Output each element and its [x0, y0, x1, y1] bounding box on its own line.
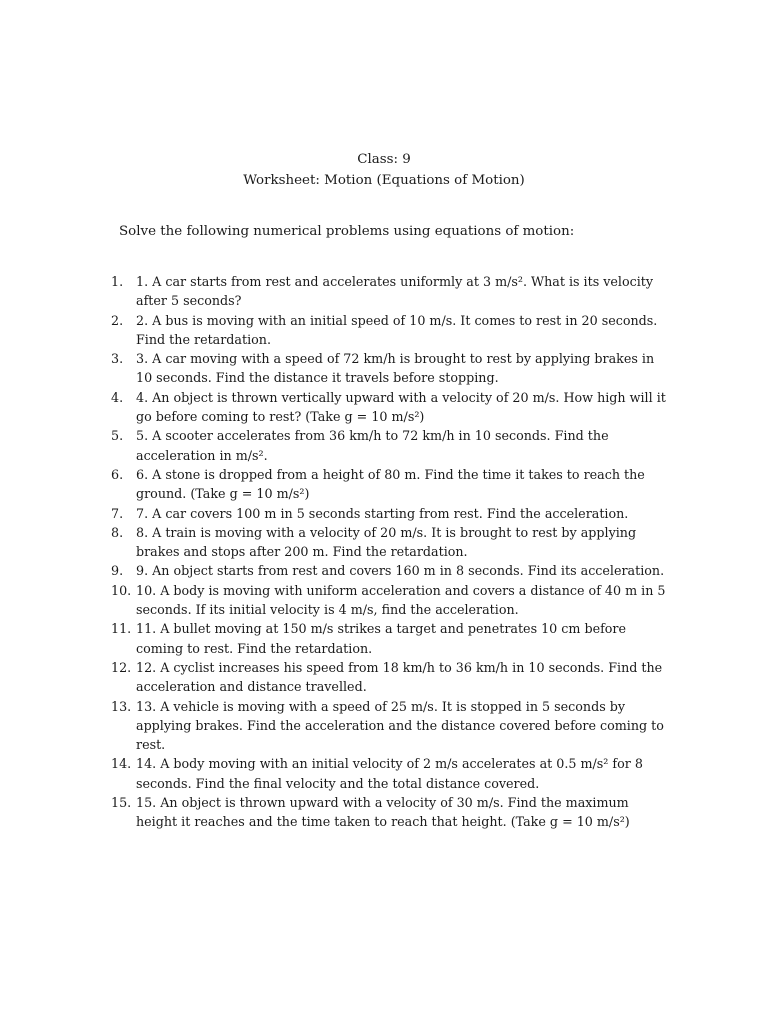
question-text: 11. A bullet moving at 150 m/s strikes a target and penetrates 10 cm before coming to rest. Find the retardation. — [136, 621, 626, 656]
question-text: 10. A body is moving with uniform acceleration and covers a distance of 40 m in 5 seconds. If its initial velocity is 4 m/s, find the acceleration. — [136, 582, 666, 618]
question-text: 5. A scooter accelerates from 36 km/h to 72 km/h in 10 seconds. Find the acceleration in m/s². — [136, 428, 609, 463]
question-number: 3. — [111, 351, 124, 367]
question-item — [111, 272, 671, 311]
question-number: 7. — [111, 505, 124, 521]
worksheet-header — [0, 149, 768, 191]
question-number: 11. — [111, 621, 132, 637]
question-number: 4. — [111, 389, 124, 405]
question-item — [111, 504, 671, 523]
question-list — [111, 272, 671, 832]
question-number: 8. — [111, 524, 124, 540]
question-number: 5. — [111, 428, 124, 444]
question-number: 14. — [111, 756, 132, 772]
question-text: 9. An object starts from rest and covers 160 m in 8 seconds. Find its acceleration. — [136, 563, 665, 579]
question-number: 6. — [111, 466, 124, 482]
worksheet-title: Worksheet: Motion (Equations of Motion) — [243, 173, 525, 188]
question-item — [111, 465, 671, 504]
question-number: 15. — [111, 795, 132, 811]
question-text: 2. A bus is moving with an initial speed of 10 m/s. It comes to rest in 20 seconds. Find the retardation. — [136, 312, 658, 347]
question-text: 8. A train is moving with a velocity of 20 m/s. It is brought to rest by applying brakes and stops after 200 m. Find the retardation. — [136, 524, 637, 560]
question-text: 13. A vehicle is moving with a speed of 25 m/s. It is stopped in 5 seconds by applying brakes. Find the acceleration and the distance covered before coming to rest. — [136, 698, 664, 753]
question-text: 3. A car moving with a speed of 72 km/h is brought to rest by applying brakes in 10 seconds. Find the distance it travels before stopping. — [136, 351, 655, 386]
question-item — [111, 426, 671, 465]
question-number: 2. — [111, 312, 124, 328]
instructions-text: Solve the following numerical problems using equations of motion: — [119, 224, 575, 239]
question-item — [111, 697, 671, 755]
question-item — [111, 388, 671, 427]
question-number: 13. — [111, 698, 132, 714]
question-item — [111, 311, 671, 350]
question-item — [111, 754, 671, 793]
question-number: 12. — [111, 659, 132, 675]
question-text: 6. A stone is dropped from a height of 80 m. Find the time it takes to reach the ground. (Take g = 10 m/s²) — [136, 466, 645, 502]
question-item — [111, 349, 671, 388]
question-text: 14. A body moving with an initial velocity of 2 m/s accelerates at 0.5 m/s² for 8 seconds. Find the final velocity and the total distance covered. — [136, 756, 643, 791]
question-text: 1. A car starts from rest and accelerates uniformly at 3 m/s². What is its velocity after 5 seconds? — [136, 274, 654, 309]
question-text: 7. A car covers 100 m in 5 seconds starting from rest. Find the acceleration. — [136, 505, 629, 521]
question-item — [111, 658, 671, 697]
question-text: 12. A cyclist increases his speed from 18 km/h to 36 km/h in 10 seconds. Find the acceleration and distance travelled. — [136, 659, 663, 695]
question-item — [111, 561, 671, 580]
question-text: 15. An object is thrown upward with a velocity of 30 m/s. Find the maximum height it reaches and the time taken to reach that height. (Take g = 10 m/s²) — [136, 795, 630, 830]
question-text: 4. An object is thrown vertically upward with a velocity of 20 m/s. How high will it go before coming to rest? (Take g = 10 m/s²) — [136, 389, 666, 425]
question-item — [111, 523, 671, 562]
question-number: 1. — [111, 274, 124, 289]
question-number: 9. — [111, 563, 124, 579]
question-item — [111, 581, 671, 620]
question-item — [111, 793, 671, 832]
question-item — [111, 619, 671, 658]
question-number: 10. — [111, 582, 132, 598]
class-line: Class: 9 — [357, 152, 411, 167]
